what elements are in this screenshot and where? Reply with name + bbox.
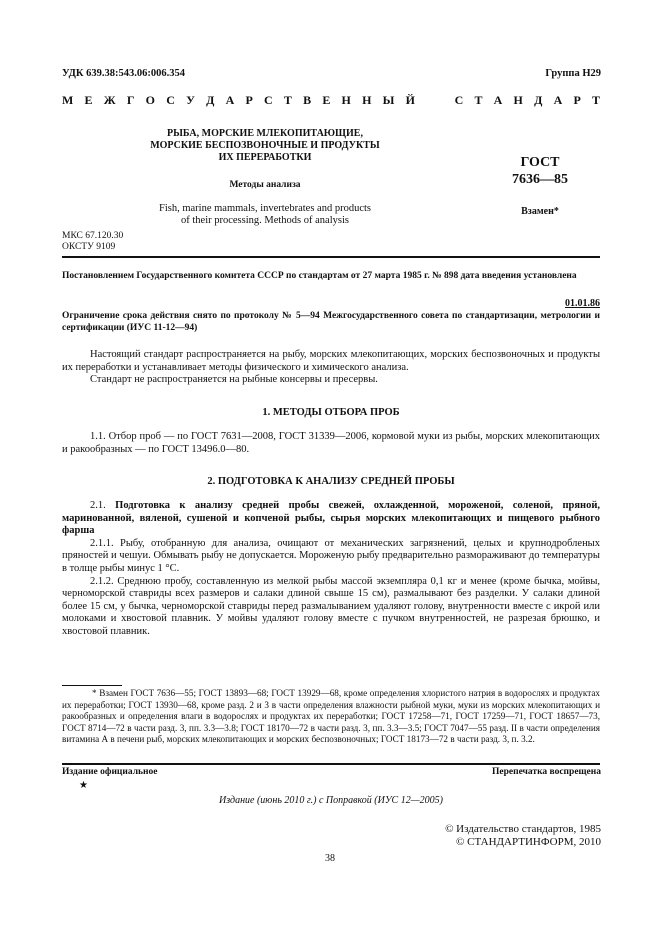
official-edition-label: Издание официальное: [62, 767, 158, 777]
clause-2-1: [62, 500, 600, 538]
classifier-codes: [62, 231, 123, 253]
banner-letter: Ж: [103, 93, 116, 107]
banner-letter: А: [553, 93, 563, 107]
gost-number: 7636—85: [512, 172, 568, 187]
banner-letter: Е: [322, 93, 331, 107]
banner-letter: Р: [245, 93, 253, 107]
banner-letter: Т: [591, 93, 600, 107]
banner-letter: Д: [206, 93, 215, 107]
edition-note: Издание (июнь 2010 г.) с Поправкой (ИУС 12—2005): [219, 795, 443, 806]
clause-1-1: 1.1. Отбор проб — по ГОСТ 7631—2008, ГОСТ 31339—2006, кормовой муки из рыбы, морских млекопитающих и ракообразных — по ГОСТ 13496.0—80.: [62, 431, 600, 455]
banner-letter: А: [493, 93, 503, 107]
footnote-text: * Взамен ГОСТ 7636—55; ГОСТ 13893—68; ГОСТ 13929—68, кроме определения хлористого натрия в водорослях и продуктах их переработки; ГОСТ 13930—68, кроме разд. 2 и 3 в части определения влажности рыбной муки, муки из морских млекопитающих и ракообразных и определения влаги в водорослях и продуктах их переработки; ГОСТ 17258—71, ГОСТ 17259—71, ГОСТ 18657—73, ГОСТ 8714—72 в части разд. 3, пп. 3.3—3.8; ГОСТ 18170—72 в части разд. 3, пп. 3.3—3.5; ГОСТ 7047—55 разд. II в части определения витамина А в печени рыб, морских млекопитающих и морских беспозвоночных; ГОСТ 18173—72 в части разд. 3, п. 3.2.: [62, 688, 600, 744]
copyright-line: © СТАНДАРТИНФОРМ, 2010: [456, 836, 601, 848]
decree-text: Постановлением Государственного комитета СССР по стандартам от 27 марта 1985 г. № 898 дата введения установлена: [62, 271, 577, 281]
banner-letter: Н: [362, 93, 372, 107]
banner-letter: У: [186, 93, 195, 107]
interstate-standard-banner: [62, 93, 600, 108]
clause-2-1-title: Подготовка к анализу средней пробы свежей, охлажденной, мороженой, соленой, пряной, маринованной, вяленой, сушеной и копченой рыбы, сырья морских млекопитающих и пищевого рыбного фарша: [62, 500, 601, 537]
banner-letter: Н: [341, 93, 351, 107]
page-number: 38: [325, 853, 335, 864]
title-line: ИХ ПЕРЕРАБОТКИ: [218, 152, 312, 163]
introduction: [62, 349, 600, 387]
banner-letter: Й: [405, 93, 415, 107]
banner-letter: [440, 93, 443, 108]
english-title-line: Fish, marine mammals, invertebrates and products: [159, 203, 371, 214]
gost-designation: [490, 154, 590, 188]
clause-2-1-number: 2.1.: [90, 500, 116, 511]
section-1-body: [62, 431, 600, 456]
footer-divider: [62, 763, 600, 765]
banner-letter: [426, 93, 429, 108]
copyright-block: [445, 823, 601, 849]
introduction-date: 01.01.86: [565, 298, 600, 309]
section-2-heading: 2. ПОДГОТОВКА К АНАЛИЗУ СРЕДНЕЙ ПРОБЫ: [207, 476, 455, 487]
footnote: [62, 688, 600, 746]
banner-letter: Т: [283, 93, 292, 107]
footnote-divider: [62, 685, 122, 686]
banner-letter: Е: [84, 93, 93, 107]
validity-limit-text: Ограничение срока действия снято по протоколу № 5—94 Межгосударственного совета по стандартизации, метрологии и сертификации (ИУС 11-12—94): [62, 311, 600, 333]
clause-2-1-2: 2.1.2. Среднюю пробу, составленную из мелкой рыбы массой экземпляра 0,1 кг и менее (кроме бычка, мойвы, черноморской ставриды всех размеров и салаки длиной свыше 15 см), размалывают без разделки. У салаки длиной более 15 см, у бычка, черноморской ставриды перед размалыванием удаляют голову, внутренности вместе с икрой или молоками и хвостовой плавник. У мойвы удаляют голову вместе с пучком внутренностей, не разрезая брюшко, и хвостовой плавник.: [62, 575, 600, 637]
reprint-prohibited-label: Перепечатка воспрещена: [491, 767, 601, 777]
star-icon: ★: [79, 780, 88, 791]
banner-letter: Д: [534, 93, 543, 107]
banner-letter: Т: [474, 93, 483, 107]
group-code: Группа Н29: [545, 68, 601, 79]
intro-paragraph: Настоящий стандарт распространяется на рыбу, морских млекопитающих, морских беспозвоночных и продукты их переработки и устанавливает методы физического и химического анализа.: [62, 349, 600, 373]
banner-letter: С: [454, 93, 464, 107]
clause-2-1-1: 2.1.1. Рыбу, отобранную для анализа, очищают от механических загрязнений, целых и крупнодробленых пряностей и чешуи. Обмывать рыбу не допускается. Мороженую рыбу предварительно размораживают до температуры в толще рыбы минус 1 °С.: [62, 537, 600, 574]
gost-label: ГОСТ: [520, 155, 560, 170]
udk-code: УДК 639.38:543.06:006.354: [62, 68, 185, 79]
banner-letter: С: [166, 93, 175, 107]
document-subtitle: Методы анализа: [229, 180, 301, 190]
banner-letter: Ы: [382, 93, 395, 107]
banner-letter: Н: [513, 93, 523, 107]
replaces-label: Взамен*: [521, 206, 559, 217]
document-title: [130, 128, 400, 164]
banner-letter: Р: [573, 93, 581, 107]
banner-letter: О: [145, 93, 156, 107]
english-title: [130, 203, 400, 227]
mks-code: МКС 67.120.30: [62, 231, 124, 241]
title-line: РЫБА, МОРСКИЕ МЛЕКОПИТАЮЩИЕ,: [167, 128, 363, 139]
banner-letter: Г: [126, 93, 135, 107]
intro-paragraph: Стандарт не распространяется на рыбные консервы и пресервы.: [90, 374, 378, 386]
banner-letter: М: [62, 93, 74, 107]
banner-letter: С: [264, 93, 273, 107]
okstu-code: ОКСТУ 9109: [62, 242, 116, 252]
header-divider: [62, 256, 600, 258]
english-title-line: of their processing. Methods of analysis: [181, 215, 349, 226]
title-line: МОРСКИЕ БЕСПОЗВОНОЧНЫЕ И ПРОДУКТЫ: [150, 140, 380, 151]
copyright-line: © Издательство стандартов, 1985: [445, 823, 601, 835]
banner-letter: В: [303, 93, 312, 107]
banner-letter: А: [225, 93, 235, 107]
section-1-heading: 1. МЕТОДЫ ОТБОРА ПРОБ: [262, 407, 400, 418]
section-2-body: [62, 500, 600, 639]
